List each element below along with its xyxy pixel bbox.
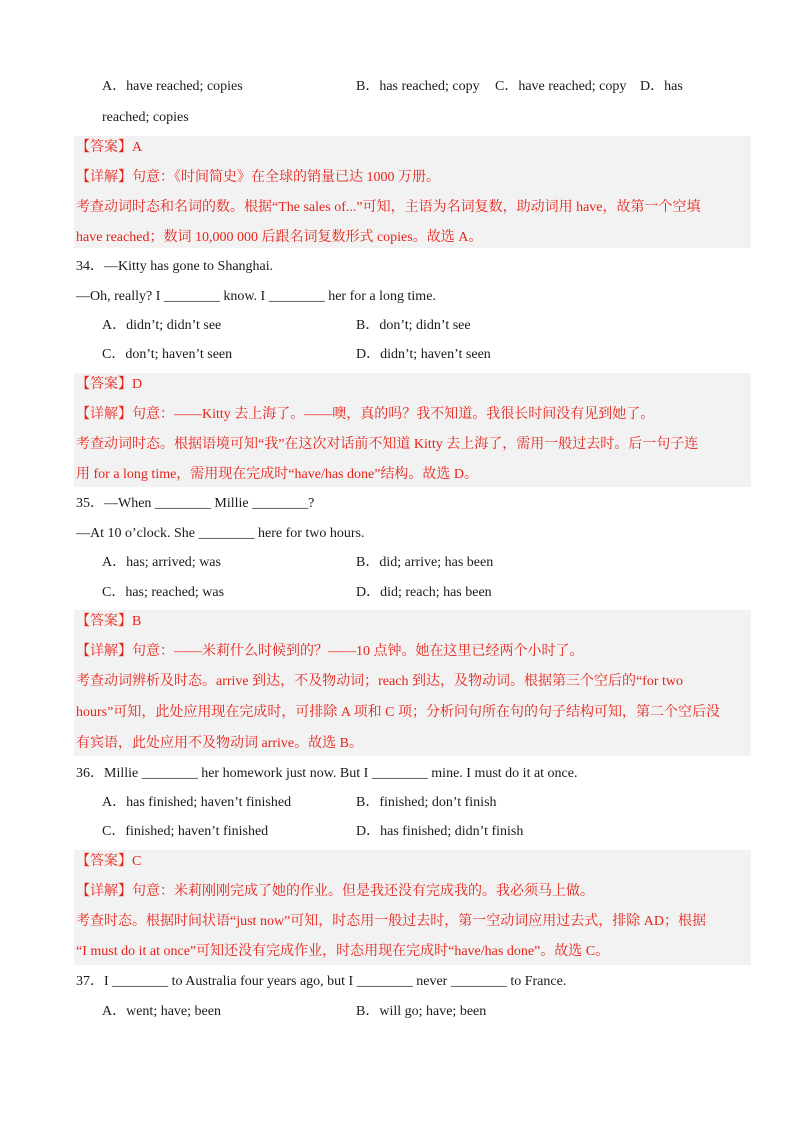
q36-option-d: D．has finished; didn’t finish	[356, 824, 524, 839]
q34-stem-continued: —Oh, really? I ________ know. I ________ her for a long time.	[76, 289, 436, 304]
q35-option-a: A．has; arrived; was	[102, 555, 221, 570]
q33-option-b: B．has reached; copy	[356, 79, 480, 94]
q36-option-a: A．has finished; haven’t finished	[102, 795, 292, 810]
q34-detail-line: 用 for a long time，需用现在完成时“have/has done”结构。故选 D。	[76, 467, 479, 482]
q37-option-b: B．will go; have; been	[356, 1004, 487, 1019]
q35-stem: 35．—When ________ Millie ________?	[76, 496, 315, 511]
q34-detail-line: 【详解】句意：——Kitty 去上海了。——噢，真的吗？我不知道。我很长时间没有见到她了。	[76, 407, 655, 422]
q34-option-b: B．don’t; didn’t see	[356, 318, 471, 333]
q33-option-d-continued: reached; copies	[102, 110, 189, 125]
q34-detail-line: 考查动词时态。根据语境可知“我”在这次对话前不知道 Kitty 去上海了，需用一般过去时。后一句子连	[76, 437, 699, 452]
q37-stem: 37．I ________ to Australia four years ago, but I ________ never ________ to France.	[76, 974, 567, 989]
q35-option-b: B．did; arrive; has been	[356, 555, 494, 570]
q33-option-d: D．has	[640, 79, 683, 94]
q35-detail-line: hours”可知，此处应用现在完成时，可排除 A 项和 C 项；分析问句所在句的句子结构可知，第二个空后没	[76, 705, 720, 720]
q35-answer: 【答案】B	[76, 614, 142, 629]
q36-detail-line: 考查时态。根据时间状语“just now”可知，时态用一般过去时，第一空动词应用过去式，排除 AD；根据	[76, 914, 706, 929]
q37-option-a: A．went; have; been	[102, 1004, 221, 1019]
q36-answer: 【答案】C	[76, 854, 142, 869]
q34-stem: 34．—Kitty has gone to Shanghai.	[76, 259, 274, 274]
q34-answer: 【答案】D	[76, 377, 143, 392]
q36-option-c: C．finished; haven’t finished	[102, 824, 269, 839]
q33-option-a: A．have reached; copies	[102, 79, 243, 94]
q36-stem: 36．Millie ________ her homework just now. But I ________ mine. I must do it at once.	[76, 766, 578, 781]
q35-option-c: C．has; reached; was	[102, 585, 225, 600]
q34-option-c: C．don’t; haven’t seen	[102, 347, 233, 362]
q35-stem-continued: —At 10 o’clock. She ________ here for two hours.	[76, 526, 365, 541]
q33-detail-line: 考查动词时态和名词的数。根据“The sales of...”可知，主语为名词复数，助动词用 have，故第一个空填	[76, 200, 701, 215]
q34-option-d: D．didn’t; haven’t seen	[356, 347, 491, 362]
q33-answer: 【答案】A	[76, 140, 143, 155]
q33-detail-line: 【详解】句意：《时间简史》在全球的销量已达 1000 万册。	[76, 170, 440, 185]
q35-option-d: D．did; reach; has been	[356, 585, 492, 600]
q33-detail-line: have reached；数词 10,000 000 后跟名词复数形式 copies。故选 A。	[76, 230, 483, 245]
q34-option-a: A．didn’t; didn’t see	[102, 318, 222, 333]
q36-detail-line: 【详解】句意：米莉刚刚完成了她的作业。但是我还没有完成我的。我必须马上做。	[76, 884, 594, 899]
q36-detail-line: “I must do it at once”可知还没有完成作业，时态用现在完成时“have/has done”。故选 C。	[76, 944, 610, 959]
q36-option-b: B．finished; don’t finish	[356, 795, 497, 810]
q35-detail-line: 有宾语，此处应用不及物动词 arrive。故选 B。	[76, 736, 363, 751]
q33-option-c: C．have reached; copy	[495, 79, 627, 94]
q35-detail-line: 【详解】句意：——米莉什么时候到的？——10 点钟。她在这里已经两个小时了。	[76, 644, 584, 659]
q35-detail-line: 考查动词辨析及时态。arrive 到达，不及物动词；reach 到达，及物动词。根据第三个空后的“for two	[76, 674, 683, 689]
